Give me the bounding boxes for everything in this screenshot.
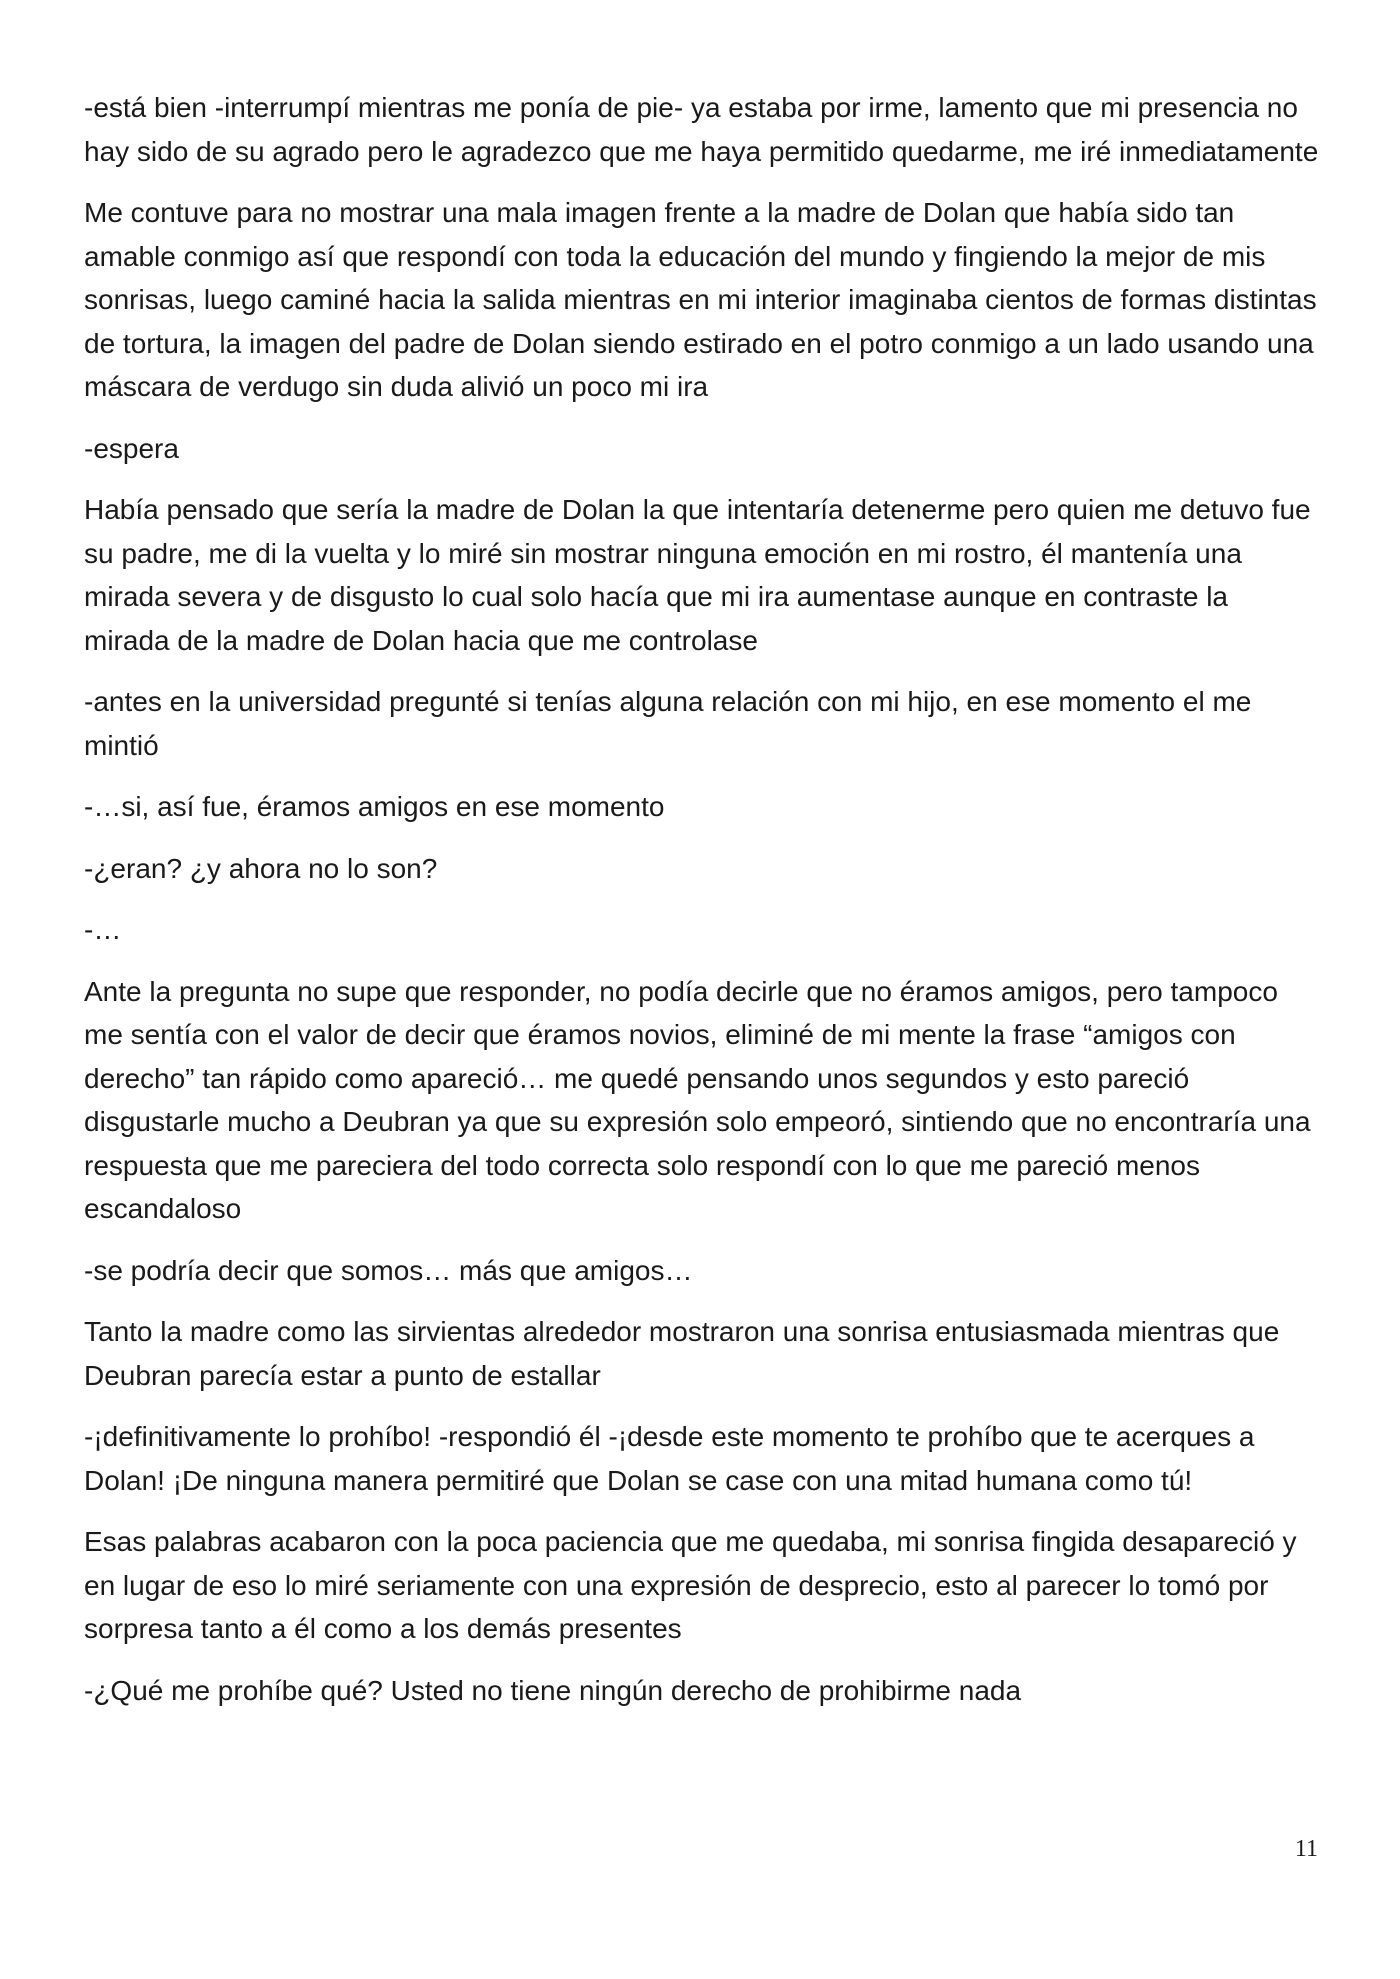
page-number: 11: [1294, 1836, 1318, 1862]
paragraph: -…: [84, 914, 122, 945]
paragraph: -…si, así fue, éramos amigos en ese momento: [84, 791, 665, 822]
paragraph: -¿eran? ¿y ahora no lo son?: [84, 852, 438, 884]
paragraph: -está bien -interrumpí mientras me ponía de pie- ya estaba por irme, lamento que mi presencia no hay sido de su agrado pero le agradezco que me haya permitido quedarme, me iré inmediatamente: [84, 92, 1319, 167]
paragraph: Tanto la madre como las sirvientas alrededor mostraron una sonrisa entusiasmada mientras que Deubran parecía estar a punto de estallar: [84, 1316, 1280, 1391]
paragraph: -espera: [84, 432, 179, 464]
paragraph: -se podría decir que somos… más que amigos…: [84, 1254, 693, 1286]
paragraph: Ante la pregunta no supe que responder, no podía decirle que no éramos amigos, pero tampoco me sentía con el valor de decir que éramos novios, eliminé de mi mente la frase “amigos con derecho” tan rápido como apareció… me quedé pensando unos segundos y esto pareció disgustarle mucho a Deubran ya que su expresión solo empeoró, sintiendo que no encontraría una respuesta que me pareciera del todo correcta solo respondí con lo que me pareció menos escandaloso: [84, 975, 1311, 1224]
paragraph: Me contuve para no mostrar una mala imagen frente a la madre de Dolan que había sido tan amable conmigo así que respondí con toda la educación del mundo y fingiendo la mejor de mis sonrisas, luego caminé hacia la salida mientras en mi interior imaginaba cientos de formas distintas de tortura, la imagen del padre de Dolan siendo estirado en el potro conmigo a un lado usando una máscara de verdugo sin duda alivió un poco mi ira: [84, 197, 1317, 402]
paragraph: Había pensado que sería la madre de Dolan la que intentaría detenerme pero quien me detuvo fue su padre, me di la vuelta y lo miré sin mostrar ninguna emoción en mi rostro, él mantenía una mirada severa y de disgusto lo cual solo hacía que mi ira aumentase aunque en contraste la mirada de la madre de Dolan hacia que me controlase: [84, 494, 1311, 656]
body-text: [84, 86, 1320, 1730]
paragraph: -antes en la universidad pregunté si tenías alguna relación con mi hijo, en ese momento el me mintió: [84, 686, 1252, 761]
paragraph: -¿Qué me prohíbe qué? Usted no tiene ningún derecho de prohibirme nada: [84, 1674, 1022, 1706]
paragraph: Esas palabras acabaron con la poca paciencia que me quedaba, mi sonrisa fingida desapareció y en lugar de eso lo miré seriamente con una expresión de desprecio, esto al parecer lo tomó por sorpresa tanto a él como a los demás presentes: [84, 1526, 1297, 1644]
paragraph: -¡definitivamente lo prohíbo! -respondió él -¡desde este momento te prohíbo que te acerques a Dolan! ¡De ninguna manera permitiré que Dolan se case con una mitad humana como tú!: [84, 1421, 1255, 1496]
